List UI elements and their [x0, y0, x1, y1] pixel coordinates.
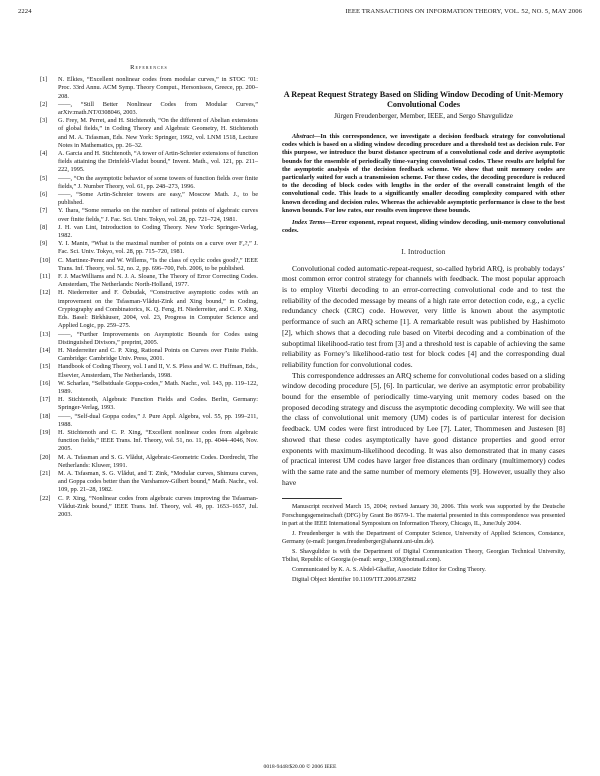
reference-number: [7]	[40, 207, 48, 215]
reference-number: [14]	[40, 346, 51, 354]
reference-text: N. Elkies, “Excellent nonlinear codes from modular curves,” in STOC ’01: Proc. 33rd Annu. ACM Symp. Theory Comput., Hersonissos, Greece, pp. 200–208.	[58, 76, 258, 100]
reference-number: [8]	[40, 223, 48, 231]
reference-number: [20]	[40, 453, 51, 461]
footnote-rule	[282, 498, 342, 499]
reference-item	[40, 470, 258, 495]
reference-number: [18]	[40, 412, 51, 420]
footnote-editor: Communicated by K. A. S. Abdel-Ghaffar, Associate Editor for Coding Theory.	[292, 567, 486, 574]
reference-text: H. Niederreiter and F. Özbudak, “Constructive asymptotic codes with an improvement on the Tsfasman-Vlădut-Zink and Xing bound,” in Coding, Cryptography and Combinatorics, K. Q. Feng, H. Niederreiter, and C. P. Xing, Eds. Basel: Birkhäuser, 2004, vol. 23, Progress in Computer Science and Applied Logic, pp. 259–275.	[58, 289, 258, 330]
reference-text: C. P. Xing, “Nonlinear codes from algebraic curves improving the Tsfasman-Vlădut-Zink bound,” IEEE Trans. Inf. Theory, vol. 49, pp. 1653–1657, Jul. 2003.	[58, 494, 258, 518]
abstract-text: In this correspondence, we investigate a decision feedback strategy for convolutional codes which is based on a sliding window decoding procedure and a threshold test as decision rule. For this purpose, we introduce the burst distance spectrum of a convolutional code and derive asymptotic bounds for the ensemble of periodically time-varying convolutional codes. These results are helpful for the asymptotic analysis of the decision feedback scheme. We show that unit memory codes are particularly suited for such a transmission scheme. For these codes, the decoding procedure is reduced to the decoding of block codes with lengths in the order of the overall constraint length of the convolutional code. This leads to a significantly smaller decoding complexity compared with other known decoding and decision rules. Whereas the achievable asymptotic performance is close to the best known bounds. For low rates, our results even improve these bounds.	[282, 133, 565, 214]
footnote-manuscript: Manuscript received March 15, 2004; revised January 30, 2006. This work was supported by the Deutsche Forschungsgemeinschaft (DFG) by Grant Bo 867/9-1. The material presented in this correspondence was presented in part at the IEEE International Symposium on Information Theory, Chicago, IL, June/July 2004.	[282, 504, 565, 527]
reference-text: G. Frey, M. Perret, and H. Stichtenoth, “On the different of Abelian extensions of global fields,” in Coding Theory and Algebraic Geometry, H. Stichtenoth and M. A. Tsfasman, Eds. New York: Springer, 1992, vol. LNM 1518, Lecture Notes in Mathematics, pp. 26–32.	[58, 117, 258, 149]
reference-item	[40, 495, 258, 520]
index-terms	[282, 219, 565, 235]
reference-text: ——, “Self-dual Goppa codes,” J. Pure Appl. Algebra, vol. 55, pp. 199–211, 1988.	[58, 412, 258, 428]
reference-number: [12]	[40, 289, 51, 297]
footnote-doi: Digital Object Identifier 10.1109/TIT.2006.872982	[292, 577, 417, 584]
reference-text: ——, “On the asymptotic behavior of some towers of function fields over finite fields,” J. Number Theory, vol. 61, pp. 248–273, 1996.	[58, 174, 258, 190]
reference-text: C. Martinez-Perez and W. Willems, “Is the class of cyclic codes good?,” IEEE Trans. Inf. Theory, vol. 52, no. 2, pp. 696–700, Feb. 2006, to be published.	[58, 256, 258, 272]
reference-number: [9]	[40, 240, 48, 248]
reference-item	[40, 347, 258, 363]
reference-item	[40, 273, 258, 289]
reference-number: [1]	[40, 76, 48, 84]
reference-text: F. J. MacWilliams and N. J. A. Sloane, The Theory of Error Correcting Codes. Amsterdam, The Netherlands: North-Holland, 1977.	[58, 273, 258, 289]
reference-number: [3]	[40, 117, 48, 125]
footnote-author-1: J. Freudenberger is with the Department of Computer Science, University of Applied Sciences, Constance, Germany (e-mail: juergen.freudenberger@ahanni.uni-ulm.de).	[282, 530, 565, 545]
reference-item	[40, 191, 258, 207]
reference-number: [2]	[40, 100, 48, 108]
journal-running-head: IEEE TRANSACTIONS ON INFORMATION THEORY, VOL. 52, NO. 5, MAY 2006	[345, 8, 582, 15]
reference-number: [17]	[40, 396, 51, 404]
reference-item	[40, 175, 258, 191]
intro-paragraph-1: Convolutional coded automatic-repeat-request, so-called hybrid ARQ, is probably todays’ most common error control strategy for channels with feedback. The most popular approach is to employ Viterbi decoding to an error-correcting convolutional code and to test the reliability of the decoded message by means of a high rate error detection code, e.g., a cyclic redundancy check (CRC) code. However, very little is known about the asymptotic performance of such an ARQ scheme [1]. A remarkable result was published by Hashimoto [2], which shows that a decoding rule based on Viterbi decoding and a combination of the suboptimal likelihood-ratio test from [3] and a threshold test is capable of achieving the same reliability as Forney’s likelihood-ratio test for block codes [4] and the corresponding dual reliability function for convolutional codes.	[282, 263, 565, 369]
reference-number: [19]	[40, 428, 51, 436]
reference-text: ——, “Still Better Nonlinear Codes from Modular Curves,” arXiv:math.NT/0308046, 2003.	[58, 100, 258, 117]
references-list	[40, 76, 258, 519]
reference-text: M. A. Tsfasman and S. G. Vlădut, Algebraic-Geometric Codes. Dordrecht, The Netherlands: Kluwer, 1991.	[58, 453, 258, 469]
reference-item	[40, 224, 258, 240]
reference-number: [16]	[40, 379, 51, 387]
reference-number: [6]	[40, 191, 48, 199]
reference-item	[40, 76, 258, 101]
reference-text: ——, “Further Improvements on Asymptotic Bounds for Codes using Distinguished Divisors,” preprint, 2005.	[58, 330, 258, 346]
reference-text: H. Stichtenoth, Algebraic Function Fields and Codes. Berlin, Germany: Springer-Verlag, 1993.	[58, 396, 258, 412]
reference-text: H. Stichtenoth and C. P. Xing, “Excellent nonlinear codes from algebraic function fields,” IEEE Trans. Inf. Theory, vol. 51, no. 11, pp. 4044–4046, Nov. 2005.	[58, 428, 258, 453]
reference-item	[40, 207, 258, 223]
reference-number: [10]	[40, 256, 51, 264]
reference-item	[40, 331, 258, 347]
reference-number: [13]	[40, 330, 51, 338]
reference-text: A. Garcia and H. Stichtenoth, “A tower of Artin-Schreier extensions of function fields attaining the Drinfeld-Vladut bound,” Invent. Math., vol. 121, pp. 211–222, 1995.	[58, 150, 258, 174]
reference-number: [21]	[40, 469, 51, 477]
reference-number: [4]	[40, 150, 48, 158]
abstract	[282, 133, 565, 215]
reference-item	[40, 380, 258, 396]
reference-item	[40, 413, 258, 429]
reference-text: H. Niederreiter and C. P. Xing, Rational Points on Curves over Finite Fields. Cambridge: Cambridge Univ. Press, 2001.	[58, 346, 258, 363]
reference-item	[40, 101, 258, 117]
paper-authors: Jürgen Freudenberger, Member, IEEE, and Sergo Shavgulidze	[334, 112, 513, 120]
page-number: 2224	[18, 8, 32, 15]
reference-item	[40, 289, 258, 330]
reference-text: Handbook of Coding Theory, vol. I and II, V. S. Pless and W. C. Huffman, Eds., Elsevier, Amsterdam, The Netherlands, 1998.	[58, 363, 258, 379]
reference-item	[40, 150, 258, 175]
section-heading-introduction: I. Introduction	[401, 249, 446, 257]
reference-item	[40, 240, 258, 256]
abstract-label: Abstract—	[292, 133, 321, 140]
reference-text: Y. Ihara, “Some remarks on the number of rational points of algebraic curves over finite fields,” J. Fac. Sci. Univ. Tokyo, vol. 28, pp. 721–724, 1981.	[58, 207, 258, 223]
references-heading: References	[130, 64, 168, 71]
page-footer: 0018-9448/$20.00 © 2006 IEEE	[263, 764, 337, 770]
reference-text: W. Scharlau, “Selbstduale Goppa-codes,” Math. Nachr., vol. 143, pp. 119–122, 1989.	[58, 379, 258, 395]
reference-text: M. A. Tsfasman, S. G. Vlădut, and T. Zink, “Modular curves, Shimura curves, and Goppa codes better than the Varshamov-Gilbert bound,” Math. Nachr., vol. 109, pp. 21–28, 1982.	[58, 469, 258, 494]
reference-number: [5]	[40, 174, 48, 182]
reference-item	[40, 429, 258, 454]
index-terms-text: Error exponent, repeat request, sliding window decoding, unit-memory convolutional codes.	[282, 219, 565, 235]
footnote-author-2: S. Shavgulidze is with the Department of Digital Communication Theory, Georgian Technical University, Tbilisi, Republic of Georgia (e-mail: sergo_1308@hotmail.com).	[282, 548, 565, 563]
paper-title: A Repeat Request Strategy Based on Sliding Window Decoding of Unit-Memory Convolutional Codes	[283, 90, 564, 109]
index-terms-label: Index Terms—	[292, 219, 332, 227]
references-column	[40, 64, 258, 519]
reference-item	[40, 454, 258, 470]
reference-text: J. H. van Lint, Introduction to Coding Theory. New York: Springer-Verlag, 1982.	[58, 223, 258, 240]
reference-item	[40, 363, 258, 379]
reference-number: [11]	[40, 273, 51, 281]
reference-item	[40, 257, 258, 273]
reference-item	[40, 396, 258, 412]
reference-text: ——, “Some Artin-Schreier towers are easy,” Moscow Math. J., to be published.	[58, 191, 258, 207]
reference-number: [22]	[40, 494, 51, 502]
article-column	[282, 90, 565, 584]
reference-item	[40, 117, 258, 150]
reference-text: Y. I. Manin, “What is the maximal number of points on a curve over F₂?,” J. Fac. Sci. Univ. Tokyo, vol. 28, pp. 715–720, 1981.	[58, 240, 258, 256]
reference-number: [15]	[40, 363, 51, 371]
intro-paragraph-2: This correspondence addresses an ARQ scheme for convolutional codes based on a sliding window decoding procedure [5], [6]. In particular, we derive an asymptotic error probability bound for the ensemble of periodically time-varying unit memory codes based on the proposed decoding strategy and discuss the asymptotic decoding complexity. We will see that the class of convolutional unit memory (UM) codes is of particular interest for decision feedback. UM codes were first introduced by Lee [7]. Later, Thommesen and Justesen [8] showed that these codes asymptotically have good distance properties and good error exponents with maximum-likelihood decoding. It was also demonstrated that in many cases of practical interest UM codes have larger free distances than ordinary (multimemory) codes with the same rate and the same number of memory elements [9]. However, usually they also have	[282, 370, 565, 487]
